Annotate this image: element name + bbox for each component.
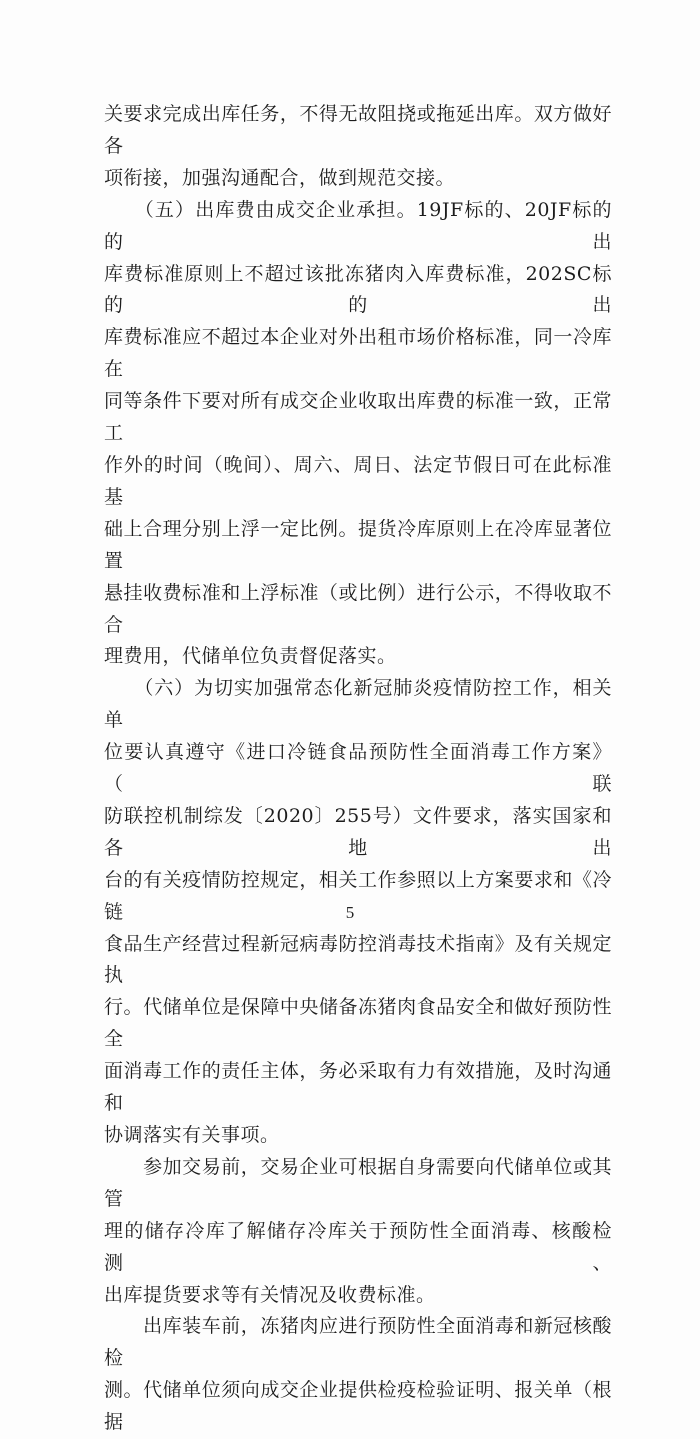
- text-line: 测。代储单位须向成交企业提供检疫检验证明、报关单（根据: [104, 1379, 612, 1434]
- text-line: 行。代储单位是保障中央储备冻猪肉食品安全和做好预防性全: [104, 996, 612, 1051]
- text-line: 出库装车前，冻猪肉应进行预防性全面消毒和新冠核酸检: [104, 1315, 612, 1370]
- text-line: 关要求完成出库任务，不得无故阻挠或拖延出库。双方做好各: [104, 103, 612, 157]
- text-line: 协调落实有关事项。: [104, 1124, 280, 1146]
- text-line: 出库提货要求等有关情况及收费标准。: [104, 1283, 436, 1306]
- text-line: 理费用，代储单位负责督促落实。: [104, 645, 397, 668]
- text-line: 础上合理分别上浮一定比例。提货冷库原则上在冷库显著位置: [104, 517, 612, 572]
- text-line: （六）为切实加强常态化新冠肺炎疫情防控工作，相关单: [104, 677, 612, 732]
- text-line: 食品生产经营过程新冠病毒防控消毒技术指南》及有关规定执: [104, 932, 612, 987]
- text-line: （五）出库费由成交企业承担。19JF标的、20JF标的的出: [104, 198, 612, 253]
- body-text: [104, 99, 612, 1439]
- text-line: 位要认真遵守《进口冷链食品预防性全面消毒工作方案》（联: [104, 741, 612, 796]
- text-line: 库费标准原则上不超过该批冻猪肉入库费标准，202SC标的的出: [104, 262, 612, 317]
- text-line: 库费标准应不超过本企业对外出租市场价格标准，同一冷库在: [104, 326, 612, 381]
- page-number: 5: [345, 903, 355, 922]
- text-line: 理的储存冷库了解储存冷库关于预防性全面消毒、核酸检测、: [104, 1219, 612, 1274]
- text-line: 防联控机制综发〔2020〕255号）文件要求，落实国家和各地出: [104, 804, 612, 859]
- text-line: 参加交易前，交易企业可根据自身需要向代储单位或其管: [104, 1155, 612, 1210]
- text-line: 作外的时间（晚间）、周六、周日、法定节假日可在此标准基: [104, 453, 612, 508]
- text-line: 悬挂收费标准和上浮标准（或比例）进行公示，不得收取不合: [104, 581, 612, 636]
- text-line: 同等条件下要对所有成交企业收取出库费的标准一致，正常工: [104, 390, 612, 445]
- text-line: 项衔接，加强沟通配合，做到规范交接。: [104, 166, 456, 189]
- text-line: 台的有关疫情防控规定，相关工作参照以上方案要求和《冷链: [104, 868, 612, 923]
- text-line: 面消毒工作的责任主体，务必采取有力有效措施，及时沟通和: [104, 1060, 612, 1115]
